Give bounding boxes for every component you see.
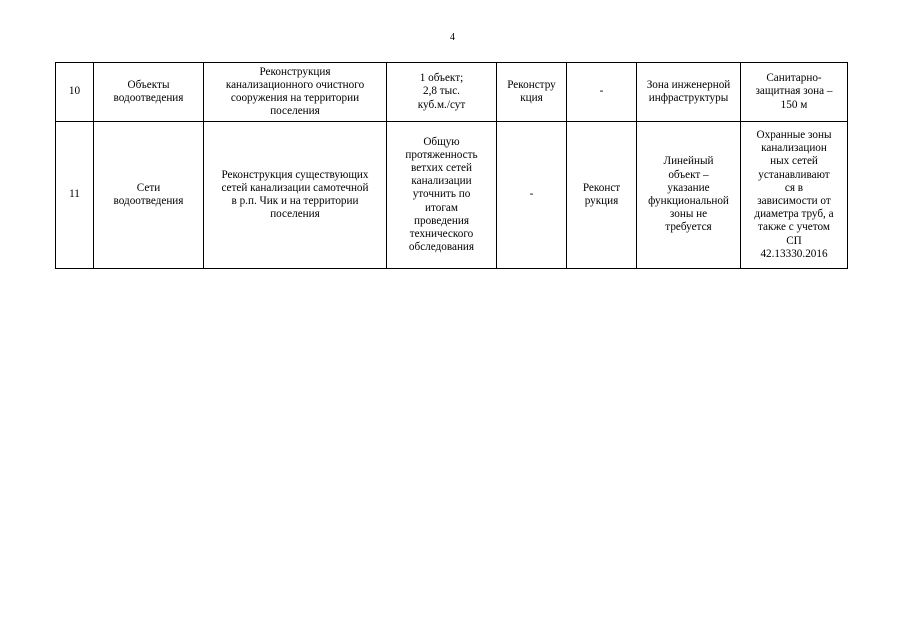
secondary-status-cell: Реконст рукция — [567, 122, 637, 269]
secondary-status-cell: - — [567, 63, 637, 122]
status-cell: Реконстру кция — [497, 63, 567, 122]
object-name-cell: Реконструкция существующих сетей канализации самотечной в р.п. Чик и на территории поселения — [204, 122, 387, 269]
table-row — [56, 122, 848, 269]
restriction-zone-cell: Охранные зоны канализацион ных сетей устанавливают ся в зависимости от диаметра труб, а также с учетом СП 42.13330.2016 — [741, 122, 848, 269]
object-type-cell: Объекты водоотведения — [94, 63, 204, 122]
status-cell: - — [497, 122, 567, 269]
object-type-cell: Сети водоотведения — [94, 122, 204, 269]
capacity-cell: Общую протяженность ветхих сетей канализации уточнить по итогам проведения технического обследования — [387, 122, 497, 269]
object-name-cell: Реконструкция канализационного очистного сооружения на территории поселения — [204, 63, 387, 122]
restriction-zone-cell: Санитарно- защитная зона – 150 м — [741, 63, 848, 122]
functional-zone-cell: Линейный объект – указание функциональной зоны не требуется — [637, 122, 741, 269]
functional-zone-cell: Зона инженерной инфраструктуры — [637, 63, 741, 122]
capacity-cell: 1 объект; 2,8 тыс. куб.м./сут — [387, 63, 497, 122]
table-row — [56, 63, 848, 122]
page-number: 4 — [450, 32, 455, 43]
objects-table — [55, 62, 848, 269]
row-number-cell: 11 — [56, 122, 94, 269]
row-number-cell: 10 — [56, 63, 94, 122]
